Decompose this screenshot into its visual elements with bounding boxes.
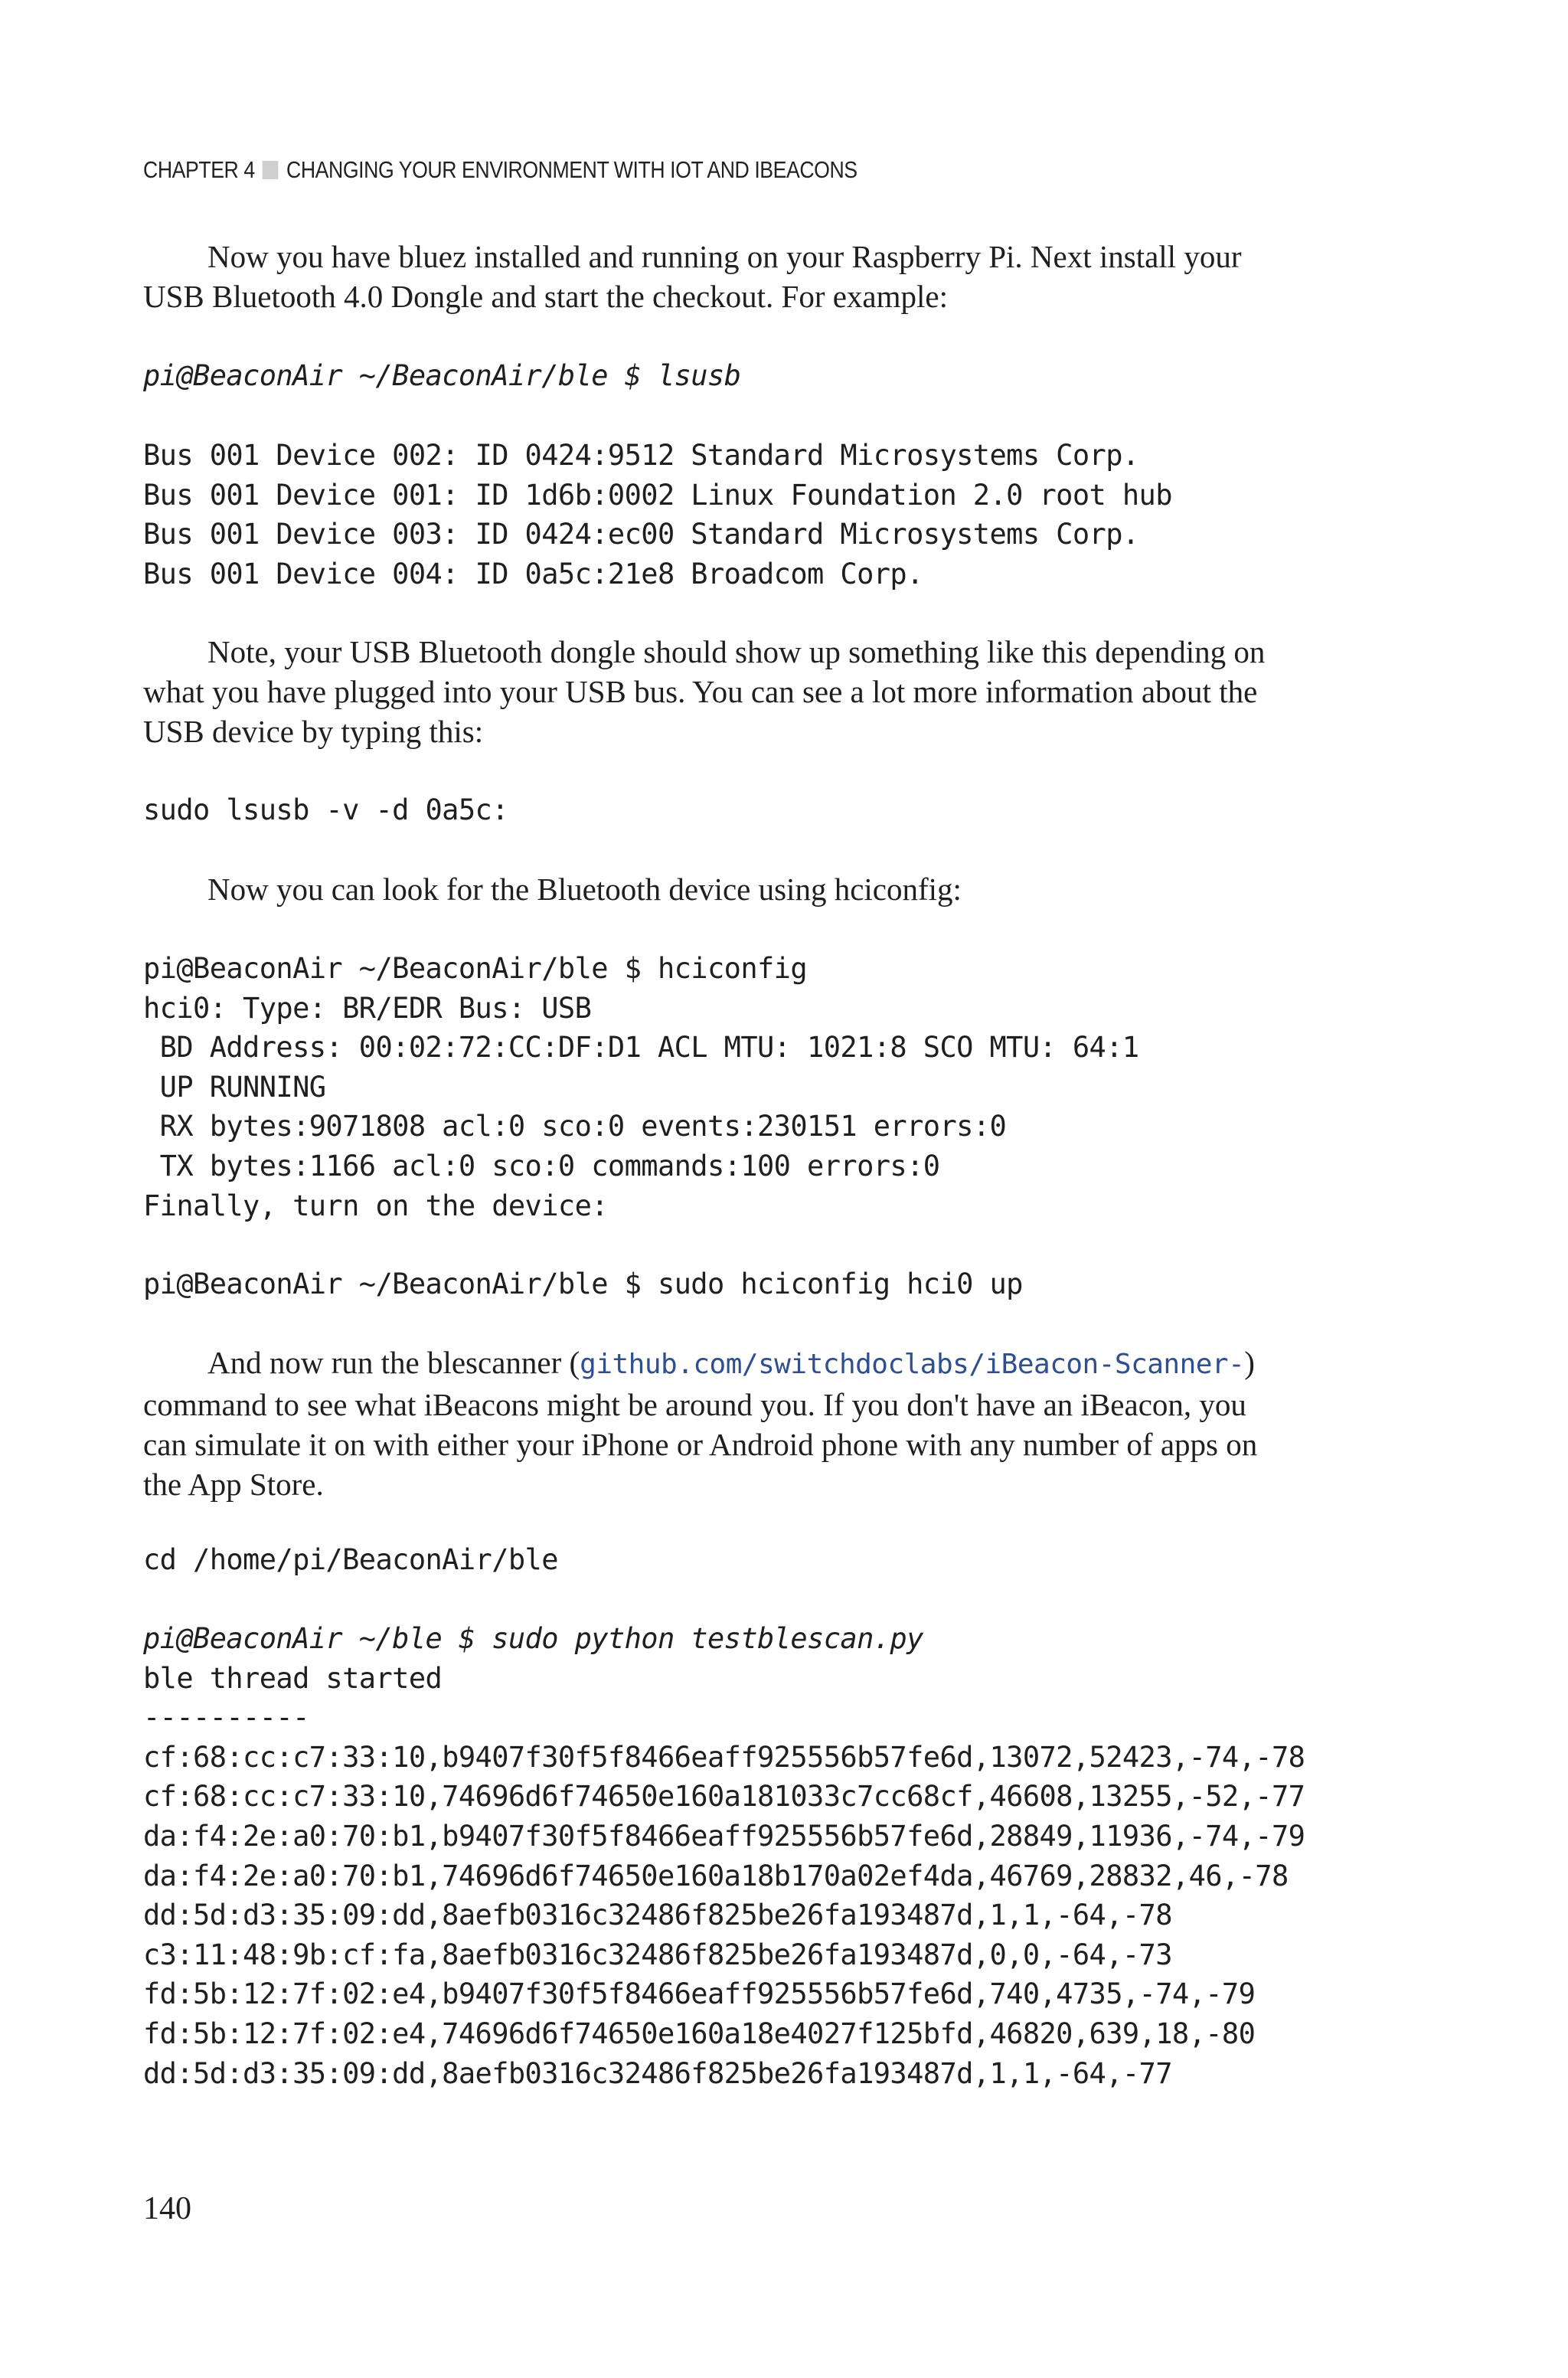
code-line: da:f4:2e:a0:70:b1,74696d6f74650e160a18b170a02ef4da,46769,28832,46,-78	[143, 1859, 1289, 1892]
book-page	[143, 0, 1383, 2378]
code-scan-output	[143, 1619, 1305, 2093]
page-number: 140	[143, 2191, 191, 2226]
code-line: dd:5d:d3:35:09:dd,8aefb0316c32486f825be26fa193487d,1,1,-64,-78	[143, 1899, 1172, 1932]
code-lsusb-output	[143, 436, 1172, 594]
code-line: RX bytes:9071808 acl:0 sco:0 events:230151 errors:0	[143, 1110, 1007, 1143]
code-line: cf:68:cc:c7:33:10,b9407f30f5f8466eaff925556b57fe6d,13072,52423,-74,-78	[143, 1740, 1305, 1774]
code-line: ble thread started	[143, 1661, 443, 1695]
code-line: hci0: Type: BR/EDR Bus: USB	[143, 991, 592, 1025]
code-line: Bus 001 Device 002: ID 0424:9512 Standard Microsystems Corp.	[143, 439, 1139, 472]
code-line: Finally, turn on the device:	[143, 1189, 608, 1222]
code-line: TX bytes:1166 acl:0 sco:0 commands:100 errors:0	[143, 1149, 940, 1182]
chapter-label: CHAPTER 4	[143, 156, 255, 183]
code-line: cf:68:cc:c7:33:10,74696d6f74650e160a181033c7cc68cf,46608,13255,-52,-77	[143, 1780, 1305, 1814]
code-line: c3:11:48:9b:cf:fa,8aefb0316c32486f825be26fa193487d,0,0,-64,-73	[143, 1938, 1172, 1971]
code-line: da:f4:2e:a0:70:b1,b9407f30f5f8466eaff925556b57fe6d,28849,11936,-74,-79	[143, 1819, 1305, 1853]
code-hciconfig-up: pi@BeaconAir ~/BeaconAir/ble $ sudo hciconfig hci0 up	[143, 1268, 1023, 1300]
code-lsusb-verbose: sudo lsusb -v -d 0a5c:	[143, 793, 508, 826]
chapter-title: CHANGING YOUR ENVIRONMENT WITH IOT AND IBEACONS	[286, 156, 858, 183]
paragraph-hciconfig-intro: Now you can look for the Bluetooth device using hciconfig:	[207, 872, 962, 907]
code-hciconfig-output	[143, 949, 1139, 1225]
code-line: fd:5b:12:7f:02:e4,74696d6f74650e160a18e4027f125bfd,46820,639,18,-80	[143, 2017, 1256, 2050]
code-lsusb-command: pi@BeaconAir ~/BeaconAir/ble $ lsusb	[143, 359, 741, 392]
code-line: UP RUNNING	[143, 1070, 326, 1104]
code-line: Bus 001 Device 003: ID 0424:ec00 Standard Microsystems Corp.	[143, 518, 1139, 551]
code-line: Bus 001 Device 004: ID 0a5c:21e8 Broadcom Corp.	[143, 557, 923, 590]
running-header	[143, 156, 858, 184]
code-line: ----------	[143, 1701, 309, 1735]
code-line: Bus 001 Device 001: ID 1d6b:0002 Linux Foundation 2.0 root hub	[143, 478, 1172, 512]
github-link[interactable]: github.com/switchdoclabs/iBeacon-Scanner-	[580, 1349, 1245, 1380]
code-cd-command: cd /home/pi/BeaconAir/ble	[143, 1543, 558, 1576]
header-separator-square-icon	[263, 161, 279, 179]
code-line: dd:5d:d3:35:09:dd,8aefb0316c32486f825be26fa193487d,1,1,-64,-77	[143, 2056, 1172, 2090]
paragraph-blescanner: And now run the blescanner (github.com/switchdoclabs/iBeacon-Scanner-) command to see what iBeacons might be around you. If you don't have an iBeacon, you can simulate it on with either your iPhone or Android phone with any number of apps on the App Store.	[143, 1345, 1258, 1502]
code-line: pi@BeaconAir ~/ble $ sudo python testblescan.py	[143, 1622, 923, 1655]
code-line: BD Address: 00:02:72:CC:DF:D1 ACL MTU: 1021:8 SCO MTU: 64:1	[143, 1031, 1139, 1065]
paragraph-dongle-note: Note, your USB Bluetooth dongle should show up something like this depending on what you have plugged into your USB bus. You can see a lot more information about the USB device by typing this:	[143, 634, 1266, 749]
code-line: pi@BeaconAir ~/BeaconAir/ble $ hciconfig	[143, 952, 808, 985]
code-line: fd:5b:12:7f:02:e4,b9407f30f5f8466eaff925556b57fe6d,740,4735,-74,-79	[143, 1977, 1256, 2011]
paragraph-bluez-intro: Now you have bluez installed and running on your Raspberry Pi. Next install your USB Bluetooth 4.0 Dongle and start the checkout. For example:	[143, 239, 1242, 314]
